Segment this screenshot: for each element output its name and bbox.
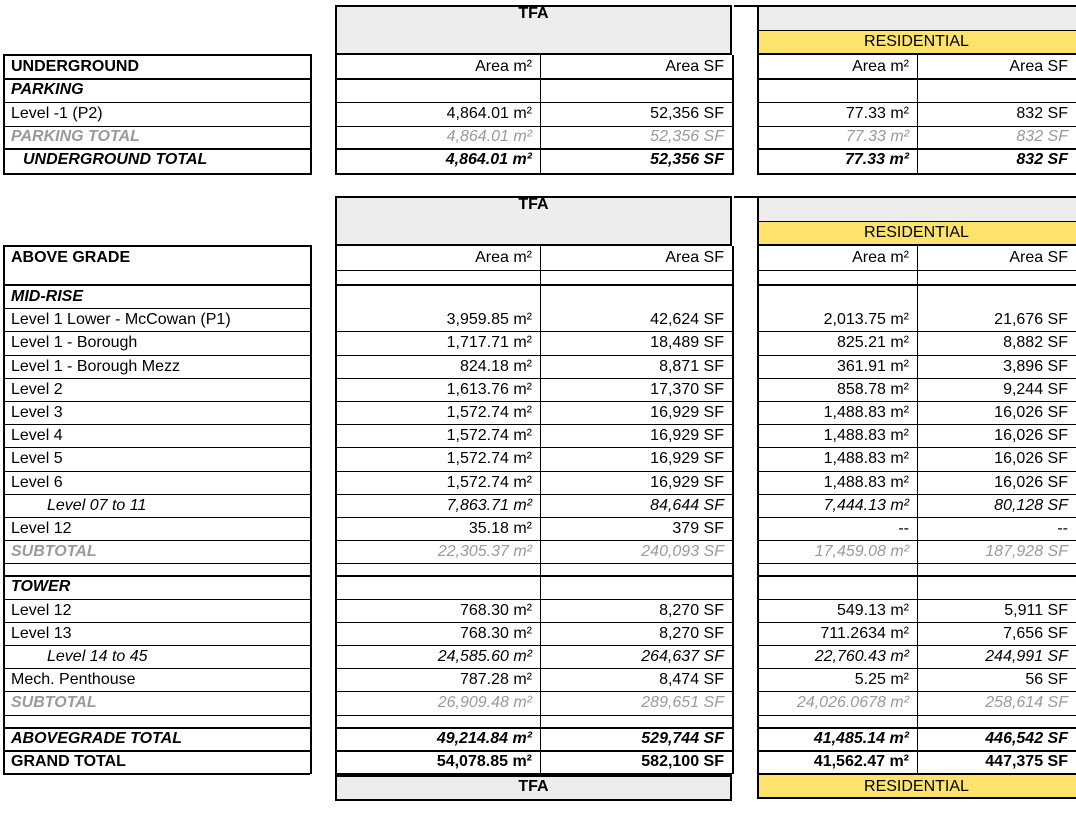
ag-mid-gap-line-t bbox=[335, 575, 732, 577]
ag-midrise-line-3-t bbox=[335, 401, 732, 402]
ag-title: ABOVE GRADE bbox=[11, 249, 131, 266]
ag-grand-total-tfa-m2: 54,078.85 m² bbox=[436, 753, 532, 770]
ag-midrise-row-3-label: Level 2 bbox=[11, 381, 63, 398]
ag-midrise-row-4-tfa-sf: 16,929 SF bbox=[650, 404, 724, 421]
ug-total-tfa-m2: 4,864.01 m² bbox=[445, 151, 532, 168]
ug-row-0-res-m2: 77.33 m² bbox=[845, 105, 909, 122]
ag-midrise-row-3-tfa-m2: 1,613.76 m² bbox=[446, 381, 532, 398]
ag-res-label: RESIDENTIAL bbox=[864, 224, 969, 241]
ag-h-mid bbox=[3, 308, 310, 309]
footer-res-label: RESIDENTIAL bbox=[864, 778, 969, 795]
ag-tower-row-1-tfa-m2: 768.30 m² bbox=[459, 625, 532, 642]
ag-midrise-row-5-res-m2: 1,488.83 m² bbox=[823, 427, 909, 444]
ug-h5-l bbox=[3, 173, 310, 175]
ug-title: UNDERGROUND bbox=[11, 58, 139, 75]
ag-midrise-line-8-t bbox=[335, 517, 732, 518]
ag-midrise-line-7-t bbox=[335, 494, 732, 495]
ug-cols-v4 bbox=[732, 55, 734, 175]
ag-mid-sub-line-l bbox=[3, 563, 310, 564]
ug-parking-total-tfa-sf: 52,356 SF bbox=[650, 128, 724, 145]
ug-parking-label: PARKING bbox=[11, 81, 84, 98]
ag-grand-total-tfa-sf: 582,100 SF bbox=[641, 753, 724, 770]
ag-tower-row-3-tfa-sf: 8,474 SF bbox=[659, 671, 724, 688]
ag-tower-subtotal-tfa-m2: 26,909.48 m² bbox=[437, 694, 532, 711]
ag-midrise-row-9-label: Level 12 bbox=[11, 520, 72, 537]
ag-midrise-row-6-res-sf: 16,026 SF bbox=[994, 450, 1068, 467]
ag-res-area-sf-header: Area SF bbox=[1009, 249, 1068, 266]
ag-midrise-row-7-label: Level 6 bbox=[11, 474, 63, 491]
ag-midrise-line-5-l bbox=[3, 447, 310, 448]
ag-tower-row-2-res-sf: 244,991 SF bbox=[985, 648, 1068, 665]
ag-midrise-row-6-label: Level 5 bbox=[11, 450, 63, 467]
ag-midrise-row-8-label: Level 07 to 11 bbox=[47, 497, 147, 514]
ug-cols-v5 bbox=[757, 55, 759, 175]
ag-tower-subtotal-res-m2: 24,026.0678 m² bbox=[796, 694, 909, 711]
ag-tower-row-1-tfa-sf: 8,270 SF bbox=[659, 625, 724, 642]
ag-midrise-line-2-t bbox=[335, 378, 732, 379]
ag-tower-subtotal-tfa-sf: 289,651 SF bbox=[641, 694, 724, 711]
ag-area-sf-header: Area SF bbox=[665, 249, 724, 266]
ug-area-m2-header: Area m² bbox=[475, 58, 532, 75]
ag-grand-total-res-m2: 41,562.47 m² bbox=[813, 753, 909, 770]
ag-midrise-row-0-label: Level 1 Lower - McCowan (P1) bbox=[11, 311, 231, 328]
ag-midrise-row-3-res-sf: 9,244 SF bbox=[1003, 381, 1068, 398]
ag-midrise-row-4-label: Level 3 bbox=[11, 404, 63, 421]
ug-total-res-m2: 77.33 m² bbox=[844, 151, 909, 168]
ag-midrise-line-4-t bbox=[335, 424, 732, 425]
ag-cols-v3 bbox=[540, 246, 541, 774]
ag-tower-row-1-label: Level 13 bbox=[11, 625, 72, 642]
ag-cols-v0 bbox=[3, 246, 5, 774]
ag-midrise-row-8-res-m2: 7,444.13 m² bbox=[823, 497, 909, 514]
ag-tower-row-0-label: Level 12 bbox=[11, 602, 72, 619]
ug-row-0-res-sf: 832 SF bbox=[1016, 105, 1068, 122]
ag-midrise-row-7-res-sf: 16,026 SF bbox=[994, 474, 1068, 491]
ag-tower-row-2-tfa-m2: 24,585.60 m² bbox=[437, 648, 532, 665]
ag-midrise-subtotal-tfa-sf: 240,093 SF bbox=[641, 543, 724, 560]
ag-midrise-row-1-tfa-sf: 18,489 SF bbox=[650, 334, 724, 351]
ug-total-res-sf: 832 SF bbox=[1016, 151, 1068, 168]
ag-midrise-row-9-tfa-m2: 35.18 m² bbox=[468, 520, 532, 537]
ag-midrise-line-2-l bbox=[3, 378, 310, 379]
ag-cols-v1 bbox=[310, 246, 312, 774]
ag-grand-line-l bbox=[3, 773, 310, 775]
ug-cols-v1 bbox=[310, 55, 312, 175]
ag-midrise-row-7-tfa-m2: 1,572.74 m² bbox=[446, 474, 532, 491]
ug-row-0-label: Level -1 (P2) bbox=[11, 105, 103, 122]
ag-midrise-row-5-tfa-m2: 1,572.74 m² bbox=[446, 427, 532, 444]
ug-title-top bbox=[3, 54, 312, 56]
ug-h1-t bbox=[335, 78, 732, 80]
ag-midrise-row-2-res-sf: 3,896 SF bbox=[1003, 358, 1068, 375]
ag-h0-t bbox=[335, 284, 732, 286]
ag-gap-line bbox=[734, 196, 757, 198]
ag-tower-row-2-res-m2: 22,760.43 m² bbox=[814, 648, 909, 665]
ag-tower-row-0-res-m2: 549.13 m² bbox=[836, 602, 909, 619]
footer-tfa-label: TFA bbox=[518, 778, 549, 795]
ag-cols-v2 bbox=[335, 246, 337, 774]
ug-row-0-tfa-sf: 52,356 SF bbox=[650, 105, 724, 122]
ag-mid-sub-line-t bbox=[335, 563, 732, 564]
ag-midrise-row-1-tfa-m2: 1,717.71 m² bbox=[446, 334, 532, 351]
ag-midrise-line-3-l bbox=[3, 401, 310, 402]
ag-midrise-line-8-l bbox=[3, 517, 310, 518]
ag-midrise-row-2-tfa-m2: 824.18 m² bbox=[459, 358, 532, 375]
ag-midrise-line-9-t bbox=[335, 540, 732, 541]
ag-midrise-row-3-tfa-sf: 17,370 SF bbox=[650, 381, 724, 398]
ag-midrise-subtotal-res-m2: 17,459.08 m² bbox=[814, 543, 909, 560]
ug-parking-total-label: PARKING TOTAL bbox=[11, 128, 140, 145]
ag-tower-line-0-t bbox=[335, 622, 732, 623]
ag-tower-h-l bbox=[3, 599, 310, 600]
ag-tower-row-0-tfa-sf: 8,270 SF bbox=[659, 602, 724, 619]
ag-abovegrade-total-label: ABOVEGRADE TOTAL bbox=[11, 730, 182, 747]
ag-tfa-label: TFA bbox=[518, 196, 549, 213]
ag-midrise-row-8-tfa-sf: 84,644 SF bbox=[650, 497, 724, 514]
ag-midrise-subtotal-res-sf: 187,928 SF bbox=[985, 543, 1068, 560]
ag-tower-line-3-t bbox=[335, 691, 732, 692]
ag-midrise-row-2-tfa-sf: 8,871 SF bbox=[659, 358, 724, 375]
ag-midrise-row-4-tfa-m2: 1,572.74 m² bbox=[446, 404, 532, 421]
ug-res-band-line bbox=[757, 30, 1076, 31]
ag-midrise-label: MID-RISE bbox=[11, 288, 83, 305]
ag-midrise-row-5-res-sf: 16,026 SF bbox=[994, 427, 1068, 444]
ag-res-band-line bbox=[757, 221, 1076, 222]
ag-cols-v5 bbox=[757, 246, 759, 774]
ag-tower-row-0-res-sf: 5,911 SF bbox=[1004, 602, 1068, 619]
ag-midrise-line-4-l bbox=[3, 424, 310, 425]
ag-res-area-m2-header: Area m² bbox=[852, 249, 909, 266]
ag-tower-subtotal-res-sf: 258,614 SF bbox=[985, 694, 1068, 711]
ug-h5-t bbox=[335, 173, 732, 175]
ug-cols-v6 bbox=[917, 55, 918, 175]
ag-midrise-row-0-tfa-m2: 3,959.85 m² bbox=[446, 311, 532, 328]
ag-midrise-row-5-tfa-sf: 16,929 SF bbox=[650, 427, 724, 444]
ug-res-area-m2-header: Area m² bbox=[852, 58, 909, 75]
ag-midrise-row-7-tfa-sf: 16,929 SF bbox=[650, 474, 724, 491]
ag-midrise-row-1-res-m2: 825.21 m² bbox=[836, 334, 909, 351]
ag-midrise-line-6-l bbox=[3, 471, 310, 472]
ag-abovegrade-total-tfa-m2: 49,214.84 m² bbox=[436, 730, 532, 747]
ag-tower-row-3-tfa-m2: 787.28 m² bbox=[459, 671, 532, 688]
ag-sub-t bbox=[335, 270, 732, 271]
ag-area-m2-header: Area m² bbox=[475, 249, 532, 266]
ag-h0-l bbox=[3, 284, 310, 286]
ag-midrise-row-1-label: Level 1 - Borough bbox=[11, 334, 138, 351]
ag-tower-h-t bbox=[335, 599, 732, 600]
ag-midrise-row-2-label: Level 1 - Borough Mezz bbox=[11, 358, 180, 375]
ug-cols-v2 bbox=[335, 55, 337, 175]
ug-cols-v0 bbox=[3, 55, 5, 175]
ug-tfa-label: TFA bbox=[518, 5, 549, 22]
ag-tower-line-2-t bbox=[335, 668, 732, 669]
ug-h2-l bbox=[3, 102, 310, 103]
ag-tower-line-1-t bbox=[335, 645, 732, 646]
ag-tower-row-3-res-m2: 5.25 m² bbox=[854, 671, 909, 688]
ag-tower-row-3-res-sf: 56 SF bbox=[1025, 671, 1068, 688]
ag-midrise-line-6-t bbox=[335, 471, 732, 472]
ag-midrise-subtotal-label: SUBTOTAL bbox=[11, 543, 97, 560]
ag-midrise-row-6-tfa-m2: 1,572.74 m² bbox=[446, 450, 532, 467]
ag-midrise-row-3-res-m2: 858.78 m² bbox=[836, 381, 909, 398]
ag-abovegrade-total-res-m2: 41,485.14 m² bbox=[813, 730, 909, 747]
ag-midrise-row-8-tfa-m2: 7,863.71 m² bbox=[446, 497, 532, 514]
ag-tower-row-3-label: Mech. Penthouse bbox=[11, 671, 136, 688]
ag-midrise-row-4-res-sf: 16,026 SF bbox=[994, 404, 1068, 421]
ag-midrise-row-2-res-m2: 361.91 m² bbox=[836, 358, 909, 375]
ug-row-0-tfa-m2: 4,864.01 m² bbox=[446, 105, 532, 122]
ag-midrise-row-5-label: Level 4 bbox=[11, 427, 63, 444]
ag-midrise-row-7-res-m2: 1,488.83 m² bbox=[823, 474, 909, 491]
ag-midrise-line-9-l bbox=[3, 540, 310, 541]
ug-parking-total-res-sf: 832 SF bbox=[1016, 128, 1068, 145]
ag-tower-line-3-l bbox=[3, 691, 310, 692]
ag-tower-row-2-label: Level 14 to 45 bbox=[47, 648, 148, 665]
ag-cols-v6 bbox=[917, 246, 918, 774]
ag-title-top bbox=[3, 245, 312, 247]
ag-tower-row-1-res-sf: 7,656 SF bbox=[1003, 625, 1068, 642]
ag-tower-sub-line-l bbox=[3, 715, 310, 716]
ag-midrise-line-1-t bbox=[335, 355, 732, 356]
ag-midrise-row-1-res-sf: 8,882 SF bbox=[1003, 334, 1068, 351]
ag-tower-line-1-l bbox=[3, 645, 310, 646]
ag-midrise-row-9-res-sf: -- bbox=[1057, 520, 1068, 537]
ug-res-label: RESIDENTIAL bbox=[864, 33, 969, 50]
ag-tower-line-0-l bbox=[3, 622, 310, 623]
ug-parking-total-res-m2: 77.33 m² bbox=[845, 128, 909, 145]
ag-tower-row-1-res-m2: 711.2634 m² bbox=[820, 625, 909, 642]
ag-abovegrade-total-tfa-sf: 529,744 SF bbox=[641, 730, 724, 747]
ag-grand-total-label: GRAND TOTAL bbox=[11, 753, 126, 770]
ag-midrise-subtotal-tfa-m2: 22,305.37 m² bbox=[437, 543, 532, 560]
ag-midrise-line-7-l bbox=[3, 494, 310, 495]
ag-tower-row-0-tfa-m2: 768.30 m² bbox=[459, 602, 532, 619]
ag-tower-row-2-tfa-sf: 264,637 SF bbox=[641, 648, 724, 665]
ag-midrise-row-0-res-m2: 2,013.75 m² bbox=[823, 311, 909, 328]
ug-area-sf-header: Area SF bbox=[665, 58, 724, 75]
ag-midrise-line-0-l bbox=[3, 331, 310, 332]
ag-midrise-row-9-res-m2: -- bbox=[898, 520, 909, 537]
ag-midrise-row-4-res-m2: 1,488.83 m² bbox=[823, 404, 909, 421]
ag-midrise-row-6-res-m2: 1,488.83 m² bbox=[823, 450, 909, 467]
ug-total-label: UNDERGROUND TOTAL bbox=[23, 151, 208, 168]
ag-tower-label: TOWER bbox=[11, 578, 71, 595]
ug-total-tfa-sf: 52,356 SF bbox=[650, 151, 724, 168]
ag-midrise-row-0-tfa-sf: 42,624 SF bbox=[650, 311, 724, 328]
ug-gap-line bbox=[734, 5, 757, 7]
ag-midrise-line-0-t bbox=[335, 331, 732, 332]
ag-midrise-row-0-res-sf: 21,676 SF bbox=[994, 311, 1068, 328]
ug-res-area-sf-header: Area SF bbox=[1009, 58, 1068, 75]
ag-tower-sub-line-t bbox=[335, 715, 732, 716]
ag-tower-subtotal-label: SUBTOTAL bbox=[11, 694, 97, 711]
ag-midrise-line-1-l bbox=[3, 355, 310, 356]
ag-abovegrade-total-res-sf: 446,542 SF bbox=[985, 730, 1068, 747]
ag-grand-total-res-sf: 447,375 SF bbox=[985, 753, 1068, 770]
ag-midrise-row-9-tfa-sf: 379 SF bbox=[672, 520, 724, 537]
ug-cols-v3 bbox=[540, 55, 541, 175]
ag-midrise-line-5-t bbox=[335, 447, 732, 448]
ug-h2-t bbox=[335, 102, 732, 103]
ag-tower-line-2-l bbox=[3, 668, 310, 669]
ag-cols-v4 bbox=[732, 246, 734, 774]
ag-midrise-row-8-res-sf: 80,128 SF bbox=[994, 497, 1068, 514]
ag-midrise-row-6-tfa-sf: 16,929 SF bbox=[650, 450, 724, 467]
ug-parking-total-tfa-m2: 4,864.01 m² bbox=[446, 128, 532, 145]
